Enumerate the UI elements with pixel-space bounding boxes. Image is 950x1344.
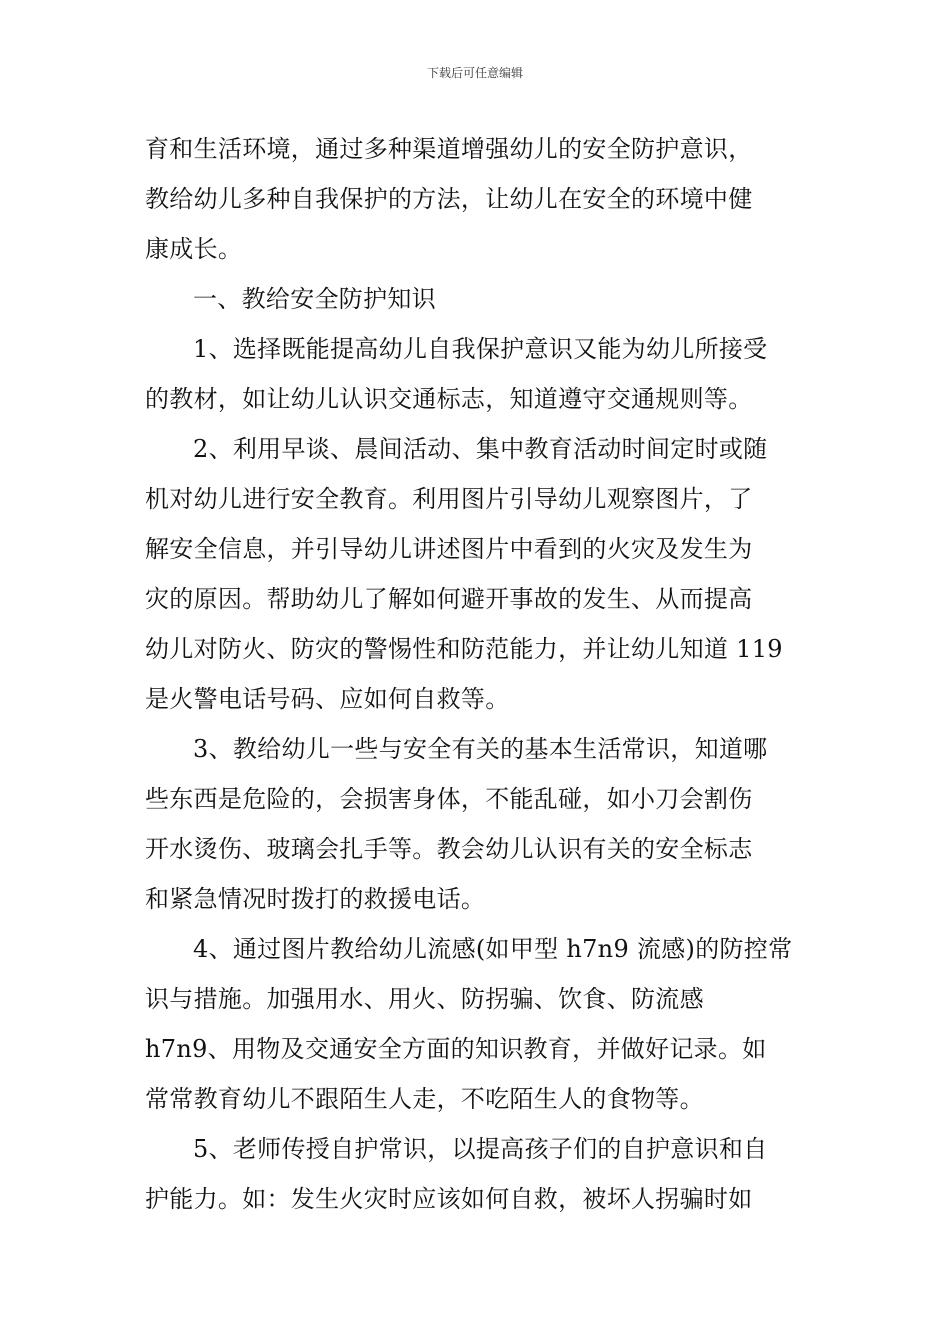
text-line: 识与措施。加强用水、用火、防拐骗、饮食、防流感 [145, 985, 704, 1013]
text-line: 教给幼儿多种自我保护的方法，让幼儿在安全的环境中健 [145, 185, 753, 213]
text-line: 和紧急情况时拨打的救援电话。 [145, 885, 486, 913]
text-line: 灾的原因。帮助幼儿了解如何避开事故的发生、从而提高 [145, 585, 753, 613]
text-line: 2、利用早谈、晨间活动、集中教育活动时间定时或随 [193, 435, 768, 463]
page-header: 下载后可任意编辑 [426, 66, 523, 80]
text-line: 康成长。 [145, 235, 243, 263]
document-body [145, 124, 807, 1224]
text-line: 常常教育幼儿不跟陌生人走，不吃陌生人的食物等。 [145, 1085, 704, 1113]
text-line: 开水烫伤、玻璃会扎手等。教会幼儿认识有关的安全标志 [145, 835, 753, 863]
text-line: 是火警电话号码、应如何自救等。 [145, 685, 510, 713]
text-line: 机对幼儿进行安全教育。利用图片引导幼儿观察图片，了 [145, 485, 753, 513]
text-line: 些东西是危险的，会损害身体，不能乱碰，如小刀会割伤 [145, 785, 753, 813]
section-heading: 一、教给安全防护知识 [193, 285, 436, 313]
text-line: 4、通过图片教给幼儿流感(如甲型 h7n9 流感)的防控常 [193, 935, 793, 963]
text-line: 育和生活环境，通过多种渠道增强幼儿的安全防护意识， [145, 135, 753, 163]
text-line: 5、老师传授自护常识，以提高孩子们的自护意识和自 [193, 1135, 768, 1163]
text-line: 解安全信息，并引导幼儿讲述图片中看到的火灾及发生为 [145, 535, 753, 563]
text-line: 的教材，如让幼儿认识交通标志，知道遵守交通规则等。 [145, 385, 753, 413]
text-line: 3、教给幼儿一些与安全有关的基本生活常识，知道哪 [193, 735, 768, 763]
text-line: h7n9、用物及交通安全方面的知识教育，并做好记录。如 [145, 1035, 767, 1063]
text-line: 1、选择既能提高幼儿自我保护意识又能为幼儿所接受 [193, 335, 768, 363]
text-line: 幼儿对防火、防灾的警惕性和防范能力，并让幼儿知道 119 [145, 635, 783, 663]
text-line: 护能力。如：发生火灾时应该如何自救，被坏人拐骗时如 [145, 1185, 753, 1213]
